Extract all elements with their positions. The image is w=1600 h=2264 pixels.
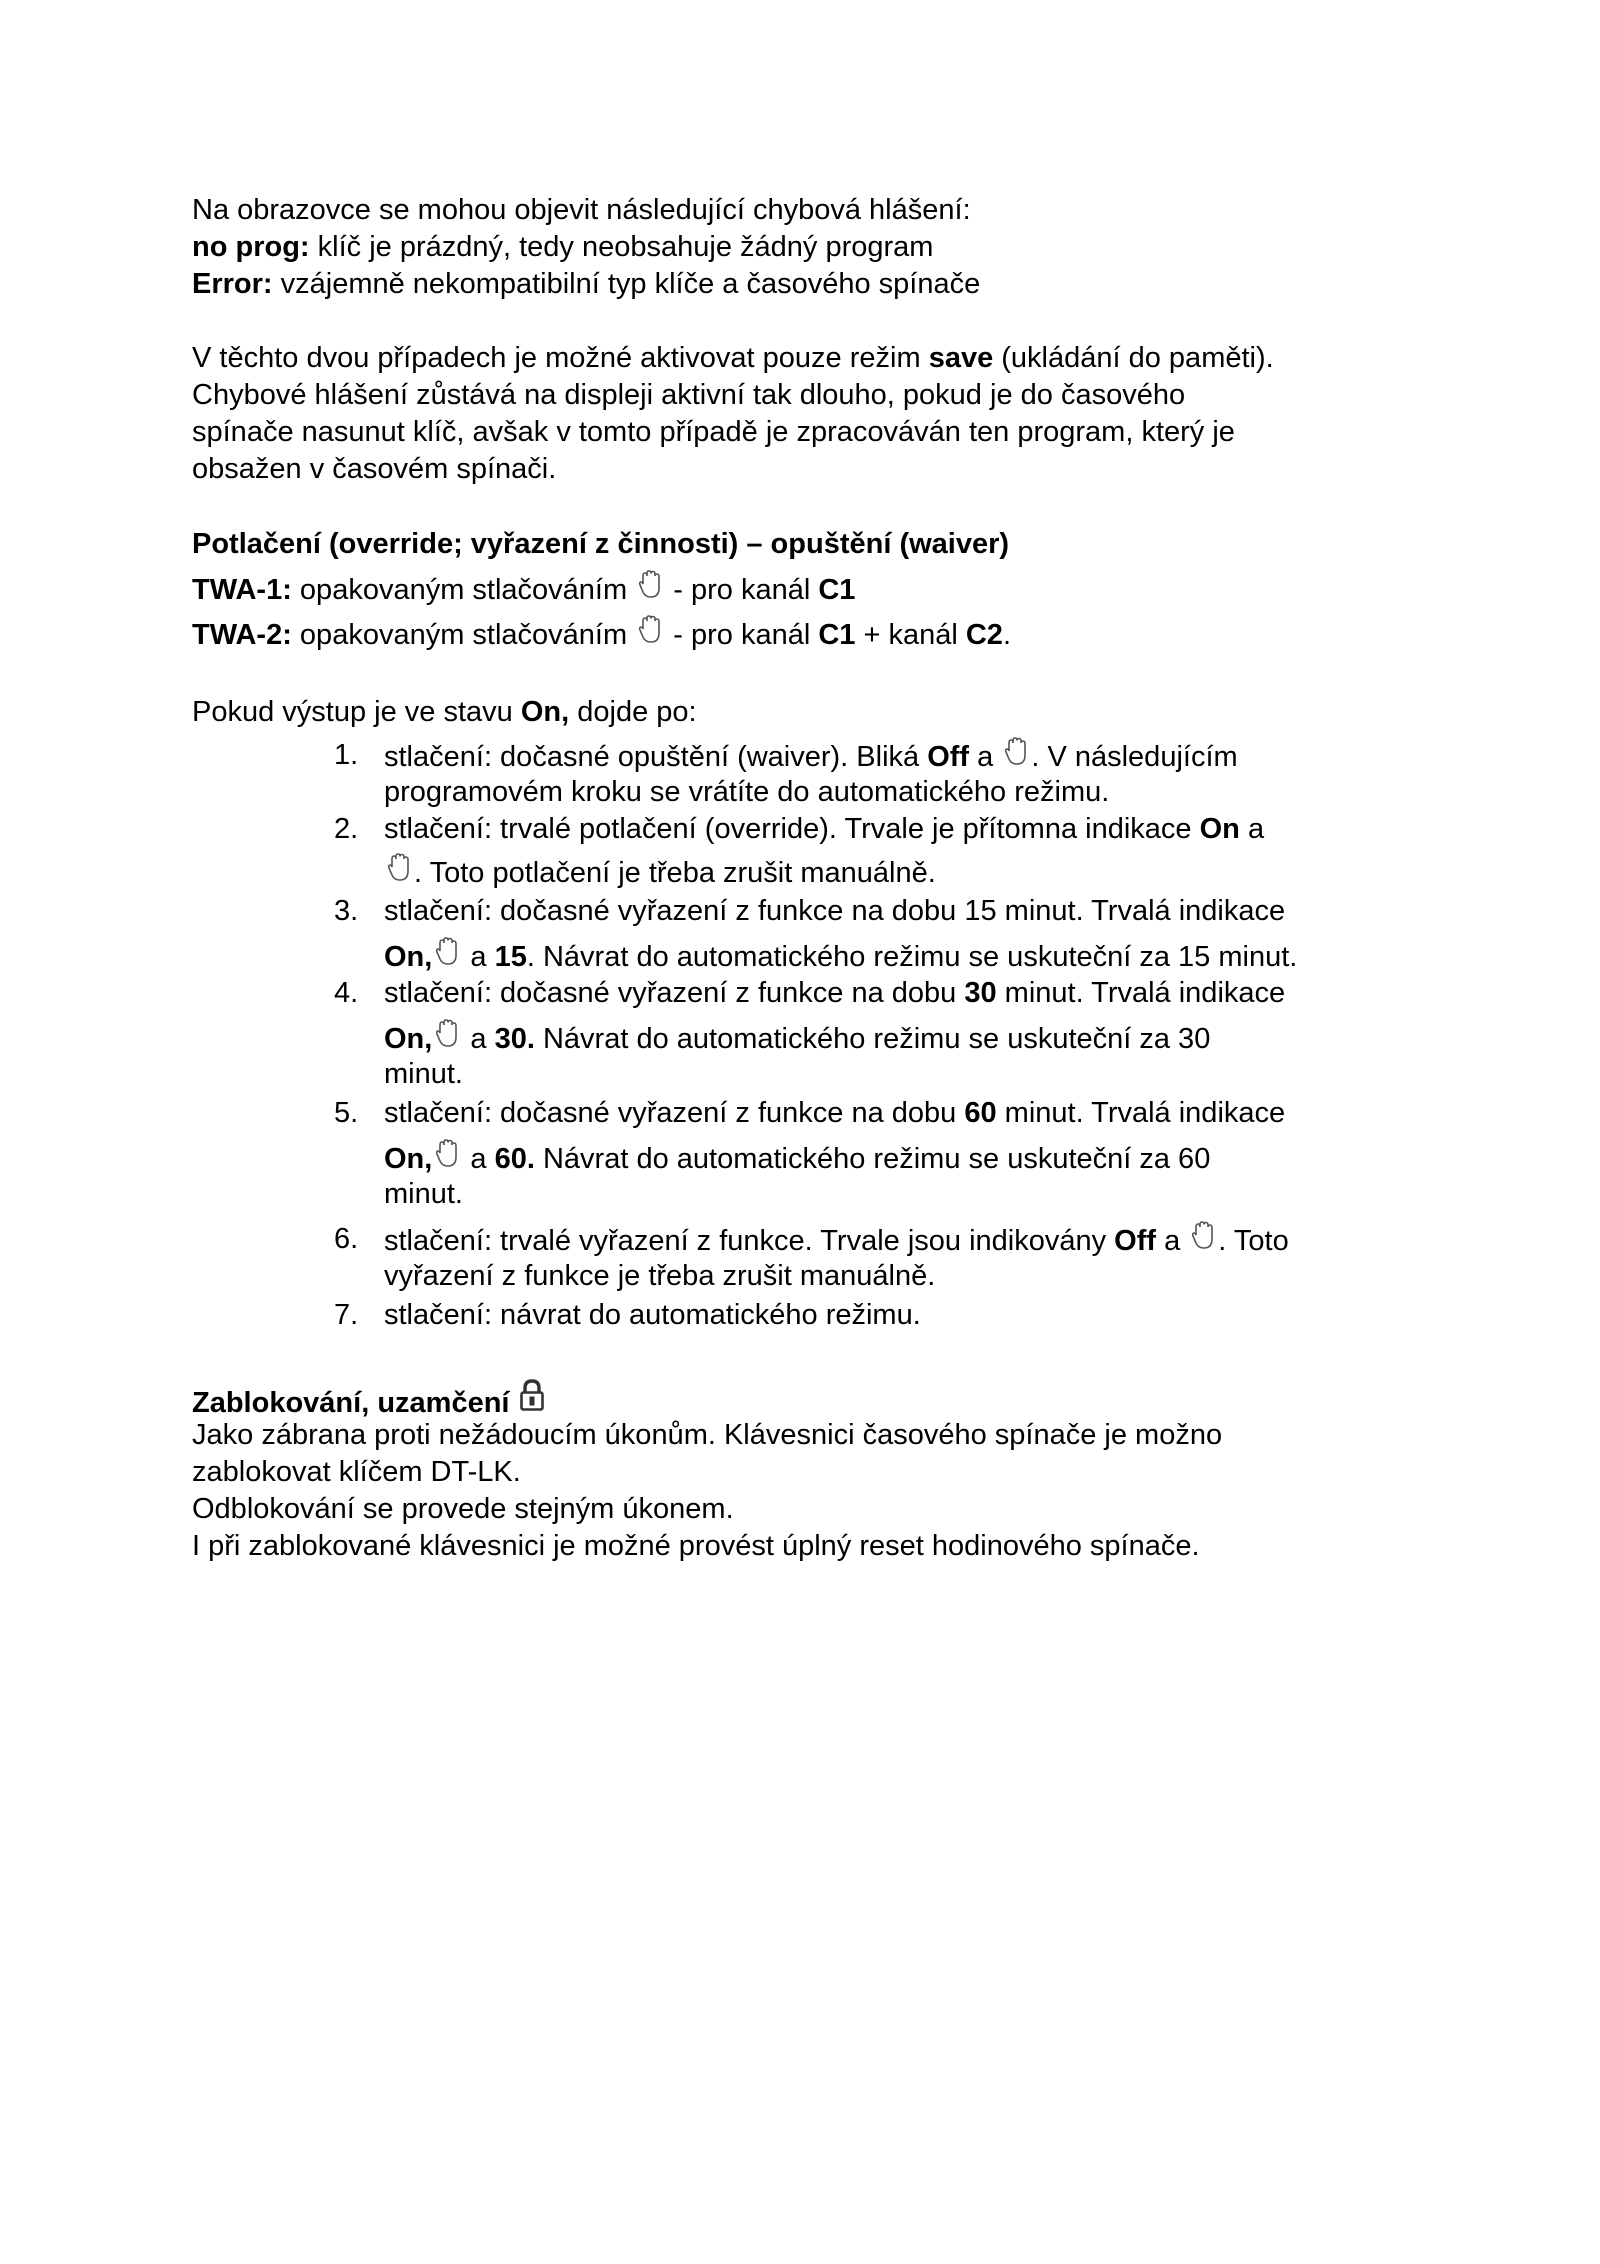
step-4-line-3: minut. <box>384 1058 463 1090</box>
step-5-line-3: minut. <box>384 1178 463 1210</box>
hand-icon <box>435 937 459 967</box>
step-3-line-1: stlačení: dočasné vyřazení z funkce na dobu 15 minut. Trvalá indikace <box>384 895 1286 927</box>
step-5-line-2: On, a 60. Návrat do automatického režimu se uskuteční za 60 <box>384 1139 1210 1177</box>
step-3-line-2: On, a 15. Návrat do automatického režimu se uskuteční za 15 minut. <box>384 937 1297 975</box>
step-number-1: 1. <box>334 739 359 771</box>
save-para-line-1: V těchto dvou případech je možné aktivovat pouze režim save (ukládání do paměti). <box>192 342 1274 374</box>
hand-icon <box>1004 737 1028 767</box>
lock-line-2: zablokovat klíčem DT-LK. <box>192 1456 521 1488</box>
step-number-5: 5. <box>334 1097 359 1129</box>
step-number-2: 2. <box>334 813 359 845</box>
step-number-6: 6. <box>334 1223 359 1255</box>
step-1-line-1: stlačení: dočasné opuštění (waiver). Bliká Off a . V následujícím <box>384 737 1238 775</box>
error-no-prog: no prog: klíč je prázdný, tedy neobsahuje žádný program <box>192 231 934 263</box>
twa2-line: TWA-2: opakovaným stlačováním - pro kanál C1 + kanál C2. <box>192 615 1011 653</box>
hand-icon <box>435 1019 459 1049</box>
step-number-7: 7. <box>334 1299 359 1331</box>
step-5-line-1: stlačení: dočasné vyřazení z funkce na dobu 60 minut. Trvalá indikace <box>384 1097 1286 1129</box>
step-1-line-2: programovém kroku se vrátíte do automatického režimu. <box>384 776 1110 808</box>
override-heading: Potlačení (override; vyřazení z činnosti) – opuštění (waiver) <box>192 528 1010 560</box>
lock-heading: Zablokování, uzamčení <box>192 1379 545 1421</box>
lock-icon <box>519 1379 545 1411</box>
save-para-line-4: obsažen v časovém spínači. <box>192 453 557 485</box>
step-7-line-1: stlačení: návrat do automatického režimu. <box>384 1299 921 1331</box>
step-6-line-2: vyřazení z funkce je třeba zrušit manuálně. <box>384 1260 936 1292</box>
step-6-line-1: stlačení: trvalé vyřazení z funkce. Trvale jsou indikovány Off a . Toto <box>384 1221 1289 1259</box>
lock-line-4: I při zablokované klávesnici je možné provést úplný reset hodinového spínače. <box>192 1530 1200 1562</box>
hand-icon <box>638 615 662 645</box>
hand-icon <box>1191 1221 1215 1251</box>
lock-line-3: Odblokování se provede stejným úkonem. <box>192 1493 734 1525</box>
hand-icon <box>387 853 411 883</box>
step-4-line-2: On, a 30. Návrat do automatického režimu se uskuteční za 30 <box>384 1019 1210 1057</box>
hand-icon <box>638 570 662 600</box>
step-2-line-1: stlačení: trvalé potlačení (override). Trvale je přítomna indikace On a <box>384 813 1265 845</box>
errors-intro: Na obrazovce se mohou objevit následující chybová hlášení: <box>192 194 971 226</box>
hand-icon <box>435 1139 459 1169</box>
step-2-line-2: . Toto potlačení je třeba zrušit manuálně. <box>384 853 936 891</box>
error-error: Error: vzájemně nekompatibilní typ klíče a časového spínače <box>192 268 981 300</box>
steps-intro: Pokud výstup je ve stavu On, dojde po: <box>192 696 697 728</box>
save-para-line-2: Chybové hlášení zůstává na displeji aktivní tak dlouho, pokud je do časového <box>192 379 1186 411</box>
step-number-3: 3. <box>334 895 359 927</box>
step-4-line-1: stlačení: dočasné vyřazení z funkce na dobu 30 minut. Trvalá indikace <box>384 977 1286 1009</box>
step-number-4: 4. <box>334 977 359 1009</box>
twa1-line: TWA-1: opakovaným stlačováním - pro kanál C1 <box>192 570 855 608</box>
save-para-line-3: spínače nasunut klíč, avšak v tomto případě je zpracováván ten program, který je <box>192 416 1235 448</box>
lock-line-1: Jako zábrana proti nežádoucím úkonům. Klávesnici časového spínače je možno <box>192 1419 1223 1451</box>
